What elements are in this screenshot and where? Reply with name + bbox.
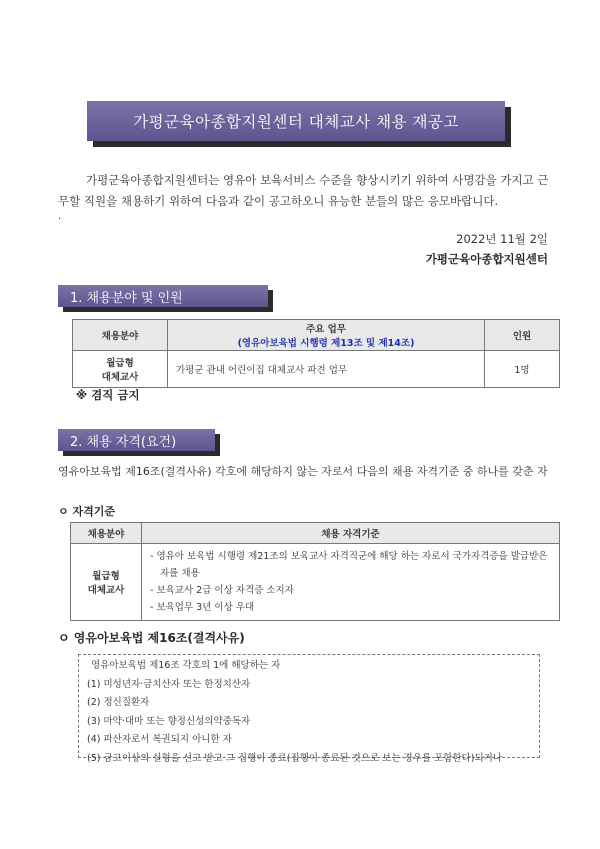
stray-dot: . <box>58 211 62 222</box>
law-title: ㅇ 영유아보육법 제16조(결격사유) <box>58 631 245 645</box>
section2-heading: 2. 채용 자격(요건) <box>58 429 215 451</box>
col-criteria-header: 채용 자격기준 <box>142 523 560 544</box>
row-field-line1: 월급형 <box>106 358 134 369</box>
list-item: (2) 정신질환자 <box>87 697 150 708</box>
list-item: - 보육업무 3년 이상 우대 <box>150 602 255 613</box>
criteria-title: ㅇ 자격기준 <box>58 505 115 518</box>
table-row <box>71 544 560 621</box>
criteria-table <box>70 522 560 621</box>
col-duties-law-ref: (영유아보육법 시행령 제13조 및 제14조) <box>237 338 415 349</box>
qualification-text: 영유아보육법 제16조(결격사유) 각호에 해당하지 않는 자로서 다음의 채용 자격기준 중 하나를 갖춘 자 <box>58 465 548 478</box>
positions-table <box>72 319 560 388</box>
announcement-date: 2022년 11월 2일 <box>456 232 548 246</box>
list-item: - 보육교사 2급 이상 자격증 소지자 <box>150 585 294 596</box>
table-header-row <box>71 523 560 544</box>
intro-paragraph: 가평군육아종합지원센터는 영유아 보육서비스 수준을 향상시키기 위하여 사명감을 가지고 근무할 직원을 채용하기 위하여 다음과 같이 공고하오니 유능한 분들의 많은 응모바랍니다. <box>58 173 549 208</box>
col-duties-header <box>168 320 485 351</box>
row-field-cell <box>71 544 142 621</box>
disqualification-intro: 영유아보육법 제16조 각호의 1에 해당하는 자 <box>91 660 281 671</box>
col-count-header: 인원 <box>485 320 560 351</box>
table-row <box>73 351 560 388</box>
table-header-row <box>73 320 560 351</box>
row-field-line1: 월급형 <box>92 571 120 582</box>
organization-name: 가평군육아종합지원센터 <box>425 252 548 266</box>
row-field-line2: 대체교사 <box>87 585 125 596</box>
col-field-header: 채용분야 <box>73 320 168 351</box>
list-item: (3) 마약·대마 또는 향정신성의약중독자 <box>87 715 251 727</box>
row-field-cell <box>73 351 168 388</box>
no-side-job-note: ※ 겸직 금지 <box>76 388 140 402</box>
list-item: - 영유아 보육법 시행령 제21조의 보육교사 자격직군에 해당 하는 자로서 국가자격증을 발급받은 자를 채용 <box>150 551 548 579</box>
disqualification-box <box>78 654 540 764</box>
section1-heading: 1. 채용분야 및 인원 <box>58 285 268 307</box>
criteria-list-cell <box>142 544 560 621</box>
row-field-line2: 대체교사 <box>101 372 139 383</box>
col-duties-title: 주요 업무 <box>305 324 346 335</box>
list-item: (1) 미성년자·금치산자 또는 한정치산자 <box>87 678 251 690</box>
row-count-cell: 1명 <box>485 351 560 388</box>
list-item: (5) 금고이상의 실형을 선고 받고 그 집행이 종료(집행이 종료된 것으로 보는 경우를 포함한다)되거나 <box>87 752 503 764</box>
page-title: 가평군육아종합지원센터 대체교사 채용 재공고 <box>87 101 505 141</box>
col-field-header: 채용분야 <box>71 523 142 544</box>
row-duties-cell: 가평군 관내 어린이집 대체교사 파견 업무 <box>168 351 485 388</box>
list-item: (4) 파산자로서 복권되지 아니한 자 <box>87 734 232 745</box>
